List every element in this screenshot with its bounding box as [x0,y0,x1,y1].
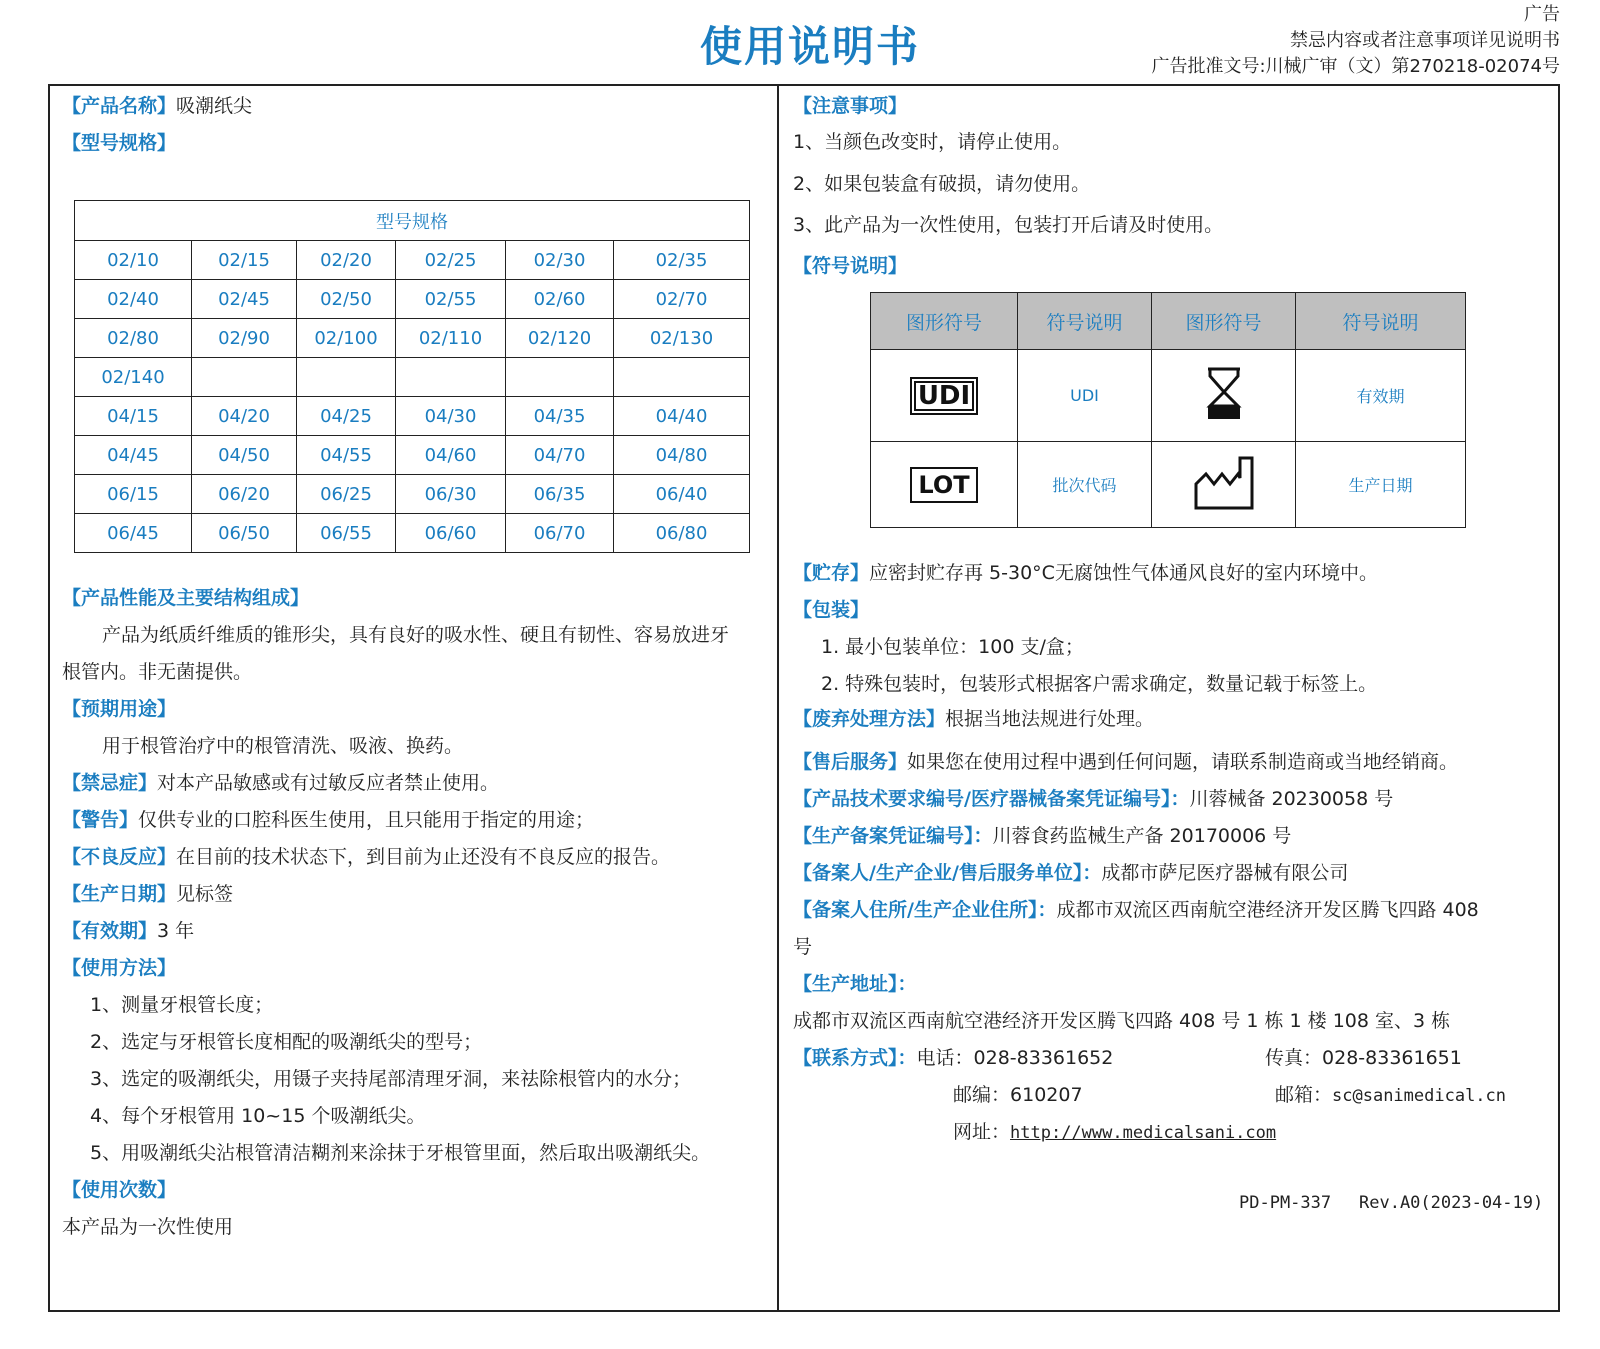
symbols-label: 【符号说明】 [793,255,908,277]
warning-label: 【警告】 [62,809,139,831]
method-step: 3、选定的吸潮纸尖，用镊子夹持尾部清理牙洞，来祛除根管内的水分； [90,1068,692,1090]
spec-cell [396,358,506,397]
udi-symbol: UDI [910,377,978,415]
method-label: 【使用方法】 [62,957,177,979]
symbol-table-header: 符号说明 [1296,293,1466,350]
validity-label: 【有效期】 [62,920,158,942]
symbol-table-header: 图形符号 [1152,293,1296,350]
method-step: 5、用吸潮纸尖沾根管清洁糊剂来涂抹于牙根管里面，然后取出吸潮纸尖。 [90,1142,711,1164]
spec-cell: 04/30 [396,397,506,436]
use-label: 【预期用途】 [62,698,177,720]
spec-table [74,200,750,553]
prod-address-label: 【生产地址】： [793,973,917,995]
prod-address-text: 成都市双流区西南航空港经济开发区腾飞四路 408 号 1 栋 1 楼 108 室、3 栋 [793,1010,1451,1032]
symbol-table-header: 图形符号 [871,293,1018,350]
spec-cell: 06/60 [396,514,506,553]
spec-cell: 06/30 [396,475,506,514]
spec-cell: 02/45 [192,280,297,319]
ad-warning: 禁忌内容或者注意事项详见说明书 [1290,30,1560,51]
method-step: 1、测量牙根管长度； [90,994,274,1016]
note-item: 2、如果包装盒有破损，请勿使用。 [793,173,1091,195]
spec-cell: 06/40 [614,475,750,514]
prod-record-row [793,822,1291,850]
contact-label: 【联系方式】： [793,1047,917,1069]
use-text: 用于根管治疗中的根管清洗、吸液、换药。 [102,735,464,757]
performance-text-1: 产品为纸质纤维质的锥形尖，具有良好的吸水性、硬且有韧性、容易放进牙 [102,624,730,646]
adverse-row [62,843,670,871]
udi-symbol-cell [871,350,1018,442]
storage-label: 【贮存】 [793,562,870,584]
spec-cell: 02/60 [506,280,614,319]
prod-record-text: 川蓉食药监械生产备 20170006 号 [992,825,1292,847]
ad-notice-block [1151,2,1560,80]
storage-row [793,559,1378,587]
service-label: 【售后服务】 [793,751,908,773]
mfg-date-symbol-cell [1152,442,1296,528]
table-row [75,241,750,280]
fax-label: 传真： [1265,1047,1323,1069]
expiry-symbol-cell [1152,350,1296,442]
contra-label: 【禁忌症】 [62,772,158,794]
performance-label: 【产品性能及主要结构组成】 [62,587,310,609]
spec-cell: 04/55 [297,436,396,475]
note-item: 1、当颜色改变时，请停止使用。 [793,131,1072,153]
validity-row [62,917,194,945]
spec-cell: 06/15 [75,475,192,514]
product-name-row [62,92,252,120]
spec-cell: 02/20 [297,241,396,280]
column-divider [777,84,779,1312]
web-label: 网址： [953,1121,1011,1143]
lot-symbol: LOT [910,467,977,503]
spec-cell: 02/15 [192,241,297,280]
spec-cell [297,358,396,397]
spec-cell: 02/35 [614,241,750,280]
web-row [953,1118,1276,1147]
filer-address-label: 【备案人住所/生产企业住所】： [793,899,1057,921]
spec-cell: 06/50 [192,514,297,553]
spec-cell: 02/55 [396,280,506,319]
spec-cell: 04/70 [506,436,614,475]
spec-cell: 02/130 [614,319,750,358]
method-step: 4、每个牙根管用 10~15 个吸潮纸尖。 [90,1105,426,1127]
notes-label: 【注意事项】 [793,95,908,117]
spec-cell: 06/45 [75,514,192,553]
website-link[interactable]: http://www.medicalsani.com [1010,1123,1277,1143]
spec-cell: 02/140 [75,358,192,397]
spec-cell: 06/70 [506,514,614,553]
table-row [75,280,750,319]
performance-text-2: 根管内。非无菌提供。 [62,661,253,683]
tech-row [793,785,1393,813]
spec-cell: 02/25 [396,241,506,280]
disposal-label: 【废弃处理方法】 [793,708,946,730]
spec-cell: 02/30 [506,241,614,280]
table-row [871,350,1466,442]
pack-item: 2. 特殊包装时，包装形式根据客户需求确定，数量记载于标签上。 [821,673,1378,695]
prod-record-label: 【生产备案凭证编号】： [793,825,993,847]
ad-label: 广告 [1524,4,1560,25]
spec-cell: 06/25 [297,475,396,514]
warning-text: 仅供专业的口腔科医生使用，且只能用于指定的用途； [138,809,595,831]
zip-label: 邮编： [953,1084,1011,1106]
spec-cell [614,358,750,397]
udi-desc: UDI [1018,350,1152,442]
spec-cell: 04/60 [396,436,506,475]
table-row [75,319,750,358]
spec-cell: 06/55 [297,514,396,553]
page-title: 使用说明书 [699,22,920,71]
filer-text: 成都市萨尼医疗器械有限公司 [1101,862,1349,884]
spec-cell: 02/90 [192,319,297,358]
contact-row [793,1044,1113,1072]
factory-icon [1192,454,1256,512]
spec-cell: 06/20 [192,475,297,514]
fax-value: 028-83361651 [1322,1047,1462,1069]
zip-row [953,1081,1083,1109]
table-row [75,475,750,514]
spec-cell: 04/35 [506,397,614,436]
spec-cell: 02/100 [297,319,396,358]
spec-cell: 04/25 [297,397,396,436]
spec-table-caption: 型号规格 [75,201,750,241]
table-row [75,397,750,436]
tech-text: 川蓉械备 20230058 号 [1189,788,1394,810]
spec-cell: 04/40 [614,397,750,436]
times-label: 【使用次数】 [62,1179,177,1201]
disposal-row [793,705,1154,733]
spec-cell: 04/80 [614,436,750,475]
times-text: 本产品为一次性使用 [62,1216,234,1238]
spec-cell: 02/40 [75,280,192,319]
product-name-label: 【产品名称】 [62,95,177,117]
adverse-text: 在目前的技术状态下，到目前为止还没有不良反应的报告。 [176,846,671,868]
disposal-text: 根据当地法规进行处理。 [945,708,1155,730]
email-value[interactable]: sc@sanimedical.cn [1332,1086,1507,1106]
lot-symbol-cell [871,442,1018,528]
spec-cell: 02/110 [396,319,506,358]
lot-desc: 批次代码 [1018,442,1152,528]
filer-row [793,859,1348,887]
service-text: 如果您在使用过程中遇到任何问题，请联系制造商或当地经销商。 [907,751,1459,773]
spec-cell: 04/50 [192,436,297,475]
spec-cell: 02/80 [75,319,192,358]
table-header-row [871,293,1466,350]
spec-cell: 04/20 [192,397,297,436]
phone-label: 电话： [916,1047,974,1069]
spec-cell: 06/35 [506,475,614,514]
tech-label: 【产品技术要求编号/医疗器械备案凭证编号】： [793,788,1190,810]
product-name: 吸潮纸尖 [176,95,253,117]
filer-label: 【备案人/生产企业/售后服务单位】： [793,862,1102,884]
spec-cell: 02/10 [75,241,192,280]
storage-text: 应密封贮存再 5-30°C无腐蚀性气体通风良好的室内环境中。 [869,562,1378,584]
prod-date-row [62,880,233,908]
email-row [1275,1081,1506,1110]
phone-value: 028-83361652 [973,1047,1114,1069]
expiry-desc: 有效期 [1296,350,1466,442]
prod-date-text: 见标签 [176,883,234,905]
pack-label: 【包装】 [793,599,870,621]
symbol-table-header: 符号说明 [1018,293,1152,350]
method-step: 2、选定与牙根管长度相配的吸潮纸尖的型号； [90,1031,483,1053]
filer-address-text: 成都市双流区西南航空港经济开发区腾飞四路 408 [1056,899,1479,921]
prod-date-label: 【生产日期】 [62,883,177,905]
filer-address-row [793,896,1479,924]
table-row [871,442,1466,528]
table-row [75,514,750,553]
spec-cell: 06/80 [614,514,750,553]
spec-cell [192,358,297,397]
spec-cell: 02/70 [614,280,750,319]
hourglass-icon [1204,366,1244,422]
contra-text: 对本产品敏感或有过敏反应者禁止使用。 [157,772,500,794]
fax-row [1265,1044,1462,1072]
spec-cell [506,358,614,397]
spec-cell: 04/15 [75,397,192,436]
model-label: 【型号规格】 [62,132,177,154]
symbol-table [870,292,1466,528]
spec-cell: 02/50 [297,280,396,319]
ad-approval-number: 广告批准文号:川械广审（文）第270218-02074号 [1151,56,1560,77]
table-row [75,358,750,397]
filer-address-cont: 号 [793,936,813,958]
table-row [75,436,750,475]
validity-text: 3 年 [157,920,195,942]
pack-item: 1. 最小包装单位：100 支/盒； [821,636,1084,658]
adverse-label: 【不良反应】 [62,846,177,868]
spec-cell: 02/120 [506,319,614,358]
note-item: 3、此产品为一次性使用，包装打开后请及时使用。 [793,214,1224,236]
mfg-date-desc: 生产日期 [1296,442,1466,528]
spec-cell: 04/45 [75,436,192,475]
contra-row [62,769,499,797]
warning-row [62,806,594,834]
doc-code: PD-PM-337 [1239,1193,1332,1213]
doc-revision: Rev.A0(2023-04-19) [1359,1193,1544,1213]
email-label: 邮箱： [1275,1084,1333,1106]
service-row [793,748,1458,776]
zip-value: 610207 [1010,1084,1083,1106]
